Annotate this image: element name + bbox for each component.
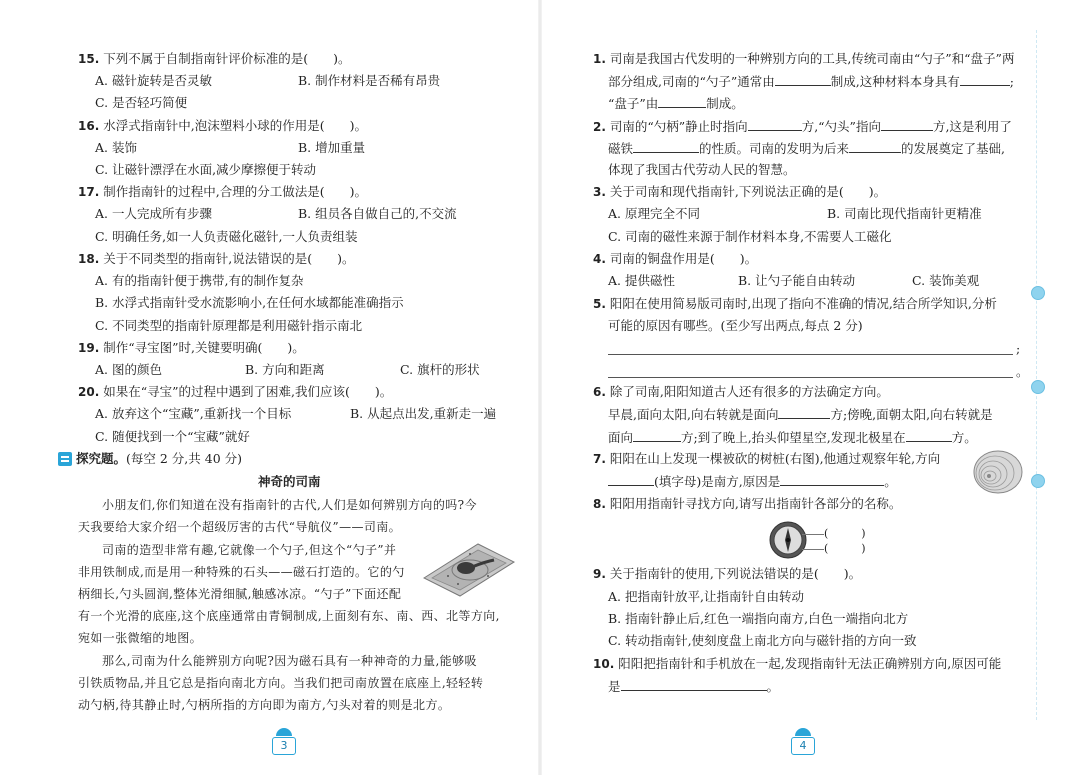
- q4-option-b[interactable]: B. 让勺子能自由转动: [738, 273, 856, 288]
- margin-guide: [1036, 30, 1038, 720]
- q5-answer-line-2[interactable]: [608, 377, 1013, 378]
- q3-stem: 3. 关于司南和现代指南针,下列说法正确的是( )。: [593, 184, 887, 199]
- q18-option-b[interactable]: B. 水浮式指南针受水流影响小,在任何水域都能准确指示: [95, 295, 404, 310]
- q16-stem: 16. 水浮式指南针中,泡沫塑料小球的作用是( )。: [78, 118, 367, 133]
- q10-blank-reason[interactable]: [621, 678, 767, 691]
- story-line: 宛如一张微缩的地图。: [78, 631, 203, 645]
- q19-option-a[interactable]: A. 图的颜色: [95, 362, 162, 377]
- q6-blank-morning[interactable]: [778, 406, 830, 419]
- story-line: 天我要给大家介绍一个超级厉害的古代“导航仪”——司南。: [78, 520, 402, 534]
- q16-option-b[interactable]: B. 增加重量: [298, 140, 366, 155]
- q19-option-b[interactable]: B. 方向和距离: [245, 362, 325, 377]
- q6-blank-polaris[interactable]: [906, 429, 952, 442]
- q17-option-a[interactable]: A. 一人完成所有步骤: [95, 206, 212, 221]
- page-deco-icon: [795, 728, 811, 736]
- q5-end-1: ;: [1016, 341, 1021, 356]
- q15-option-b[interactable]: B. 制作材料是否稀有昂贵: [298, 73, 441, 88]
- q20-option-a[interactable]: A. 放弃这个“宝藏”,重新找一个目标: [95, 406, 292, 421]
- q3-option-b[interactable]: B. 司南比现代指南针更精准: [827, 206, 982, 221]
- q8-stem: 8. 阳阳用指南针寻找方向,请写出指南针各部分的名称。: [593, 496, 902, 511]
- q6-line2: 早晨,面向太阳,向右转就是面向 方;傍晚,面朝太阳,向右转就是: [608, 407, 993, 422]
- q20-option-c[interactable]: C. 随便找到一个“宝藏”就好: [95, 429, 250, 444]
- q5-line2: 可能的原因有哪些。(至少写出两点,每点 2 分): [608, 318, 863, 333]
- q1-line3: “盘子”由 制成。: [608, 96, 744, 111]
- q1-line1: 1. 司南是我国古代发明的一种辨别方向的工具,传统司南由“勺子”和“盘子”两: [593, 51, 1015, 66]
- page-deco-icon: [276, 728, 292, 736]
- margin-dot: [1031, 286, 1045, 300]
- story-line: 柄细长,勺头圆润,整体光滑细腻,触感冰凉。“勺子”下面还配: [78, 587, 402, 601]
- q9-option-c[interactable]: C. 转动指南针,使刻度盘上南北方向与磁针指的方向一致: [608, 633, 917, 648]
- story-line: 那么,司南为什么能辨别方向呢?因为磁石具有一种神奇的力量,能够吸: [102, 654, 477, 668]
- q9-stem: 9. 关于指南针的使用,下列说法错误的是( )。: [593, 566, 862, 581]
- q9-option-b[interactable]: B. 指南针静止后,红色一端指向南方,白色一端指向北方: [608, 611, 909, 626]
- q17-option-b[interactable]: B. 组员各自做自己的,不交流: [298, 206, 457, 221]
- q3-option-a[interactable]: A. 原理完全不同: [608, 206, 700, 221]
- q7-blank-letter[interactable]: [608, 473, 654, 486]
- q18-option-c[interactable]: C. 不同类型的指南针原理都是利用磁针指示南北: [95, 318, 363, 333]
- q16-option-a[interactable]: A. 装饰: [95, 140, 137, 155]
- margin-dot: [1031, 474, 1045, 488]
- story-line: 有一个光滑的底座,这个底座通常由青铜制成,上面刻有东、南、西、北等方向,: [78, 609, 500, 623]
- q1-blank-material[interactable]: [775, 73, 831, 86]
- q1-line2: 部分组成,司南的“勺子”通常由 制成,这种材料本身具有 ;: [608, 74, 1014, 89]
- q10-line1: 10. 阳阳把指南针和手机放在一起,发现指南针无法正确辨别方向,原因可能: [593, 656, 1002, 671]
- q4-option-c[interactable]: C. 装饰美观: [912, 273, 980, 288]
- q2-blank-handle[interactable]: [748, 118, 802, 131]
- q7-line1: 7. 阳阳在山上发现一棵被砍的树桩(右图),他通过观察年轮,方向: [593, 451, 941, 466]
- section-icon: [58, 452, 72, 466]
- q2-blank-property[interactable]: [633, 140, 699, 153]
- q18-stem: 18. 关于不同类型的指南针,说法错误的是( )。: [78, 251, 355, 266]
- right-page: [540, 0, 1080, 775]
- q15-option-c[interactable]: C. 是否轻巧简便: [95, 95, 188, 110]
- q7-line2: (填字母)是南方,原因是 。: [608, 473, 897, 490]
- q2-blank-head[interactable]: [881, 118, 933, 131]
- story-line: 小朋友们,你们知道在没有指南针的古代,人们是如何辨别方向的吗?今: [102, 498, 477, 512]
- story-line: 动勺柄,待其静止时,勺柄所指的方向即为南方,勺头对着的则是北方。: [78, 698, 451, 712]
- q4-option-a[interactable]: A. 提供磁性: [608, 273, 675, 288]
- sinan-image: [418, 538, 516, 600]
- story-line: 司南的造型非常有趣,它就像一个勺子,但这个“勺子”并: [102, 543, 397, 557]
- q4-stem: 4. 司南的铜盘作用是( )。: [593, 251, 758, 266]
- q6-blank-evening[interactable]: [633, 429, 681, 442]
- q5-end-2: 。: [1016, 364, 1029, 379]
- q8-pointer-1: [802, 534, 824, 535]
- q3-option-c[interactable]: C. 司南的磁性来源于制作材料本身,不需要人工磁化: [608, 229, 892, 244]
- q10-line2: 是 。: [608, 679, 780, 694]
- q5-answer-line-1[interactable]: [608, 354, 1013, 355]
- q16-option-c[interactable]: C. 让磁针漂浮在水面,减少摩擦便于转动: [95, 162, 317, 177]
- story-title: 神奇的司南: [258, 474, 321, 489]
- q6-line1: 6. 除了司南,阳阳知道古人还有很多的方法确定方向。: [593, 384, 889, 399]
- q1-blank-property[interactable]: [960, 73, 1010, 86]
- q6-line3: 面向 方;到了晚上,抬头仰望星空,发现北极星在 方。: [608, 430, 977, 445]
- q7-blank-reason[interactable]: [780, 473, 884, 486]
- q15-option-a[interactable]: A. 磁针旋转是否灵敏: [95, 73, 212, 88]
- q20-stem: 20. 如果在“寻宝”的过程中遇到了困难,我们应该( )。: [78, 384, 393, 399]
- story-line: 非用铁制成,而是用一种特殊的石头——磁石打造的。它的勺: [78, 565, 405, 579]
- q1-blank-plate[interactable]: [658, 95, 706, 108]
- q18-option-a[interactable]: A. 有的指南针便于携带,有的制作复杂: [95, 273, 304, 288]
- q2-line2: 磁铁 的性质。司南的发明为后来 的发展奠定了基础,: [608, 141, 1006, 156]
- q8-pointer-2: [802, 549, 824, 550]
- page-number: 4: [791, 737, 815, 755]
- q9-option-a[interactable]: A. 把指南针放平,让指南针自由转动: [608, 589, 804, 604]
- tree-stump-image: [972, 448, 1024, 496]
- q15-stem: 15. 下列不属于自制指南针评价标准的是( )。: [78, 51, 351, 66]
- q2-line1: 2. 司南的“勺柄”静止时指向 方,“勺头”指向 方,这是利用了: [593, 119, 1012, 134]
- q17-stem: 17. 制作指南针的过程中,合理的分工做法是( )。: [78, 184, 367, 199]
- q2-blank-invention[interactable]: [849, 140, 901, 153]
- margin-dot: [1031, 380, 1045, 394]
- q2-line3: 体现了我国古代劳动人民的智慧。: [608, 162, 796, 177]
- q20-option-b[interactable]: B. 从起点出发,重新走一遍: [350, 406, 497, 421]
- q5-line1: 5. 阳阳在使用简易版司南时,出现了指向不准确的情况,结合所学知识,分析: [593, 296, 997, 311]
- q19-option-c[interactable]: C. 旗杆的形状: [400, 362, 480, 377]
- q19-stem: 19. 制作“寻宝图”时,关键要明确( )。: [78, 340, 305, 355]
- compass-image: [768, 520, 808, 560]
- page-number: 3: [272, 737, 296, 755]
- q8-label-1[interactable]: ( ): [824, 527, 866, 540]
- story-line: 引铁质物品,并且它总是指向南北方向。当我们把司南放置在底座上,轻轻转: [78, 676, 484, 690]
- q17-option-c[interactable]: C. 明确任务,如一人负责磁化磁针,一人负责组装: [95, 229, 358, 244]
- q8-label-2[interactable]: ( ): [824, 542, 866, 555]
- section-header: 探究题。(每空 2 分,共 40 分): [76, 451, 242, 466]
